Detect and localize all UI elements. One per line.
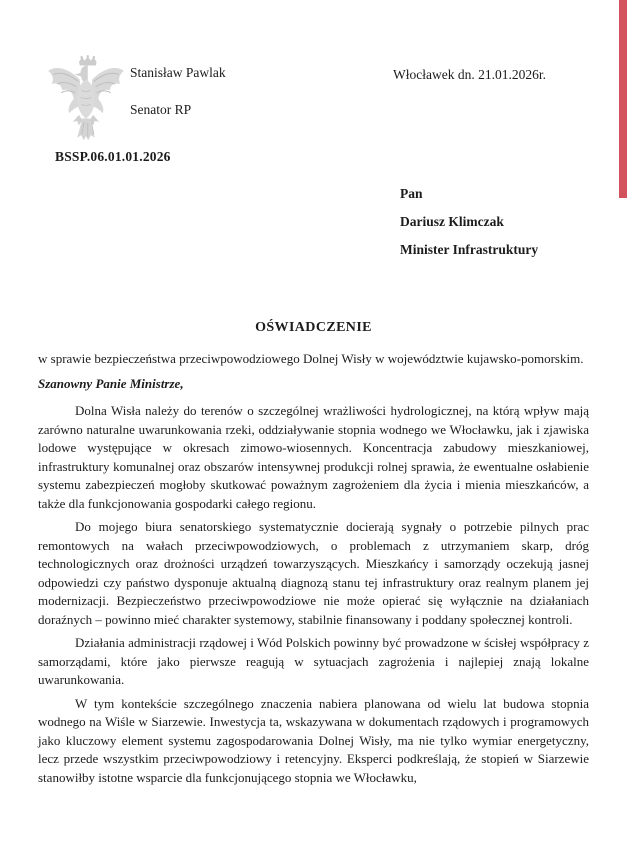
reference-number: BSSP.06.01.01.2026 (55, 149, 171, 164)
document-title: OŚWIADCZENIE (255, 320, 372, 335)
place-and-date: Włocławek dn. 21.01.2026r. (393, 67, 546, 82)
sender-title: Senator RP (130, 102, 192, 117)
paragraph-2: Do mojego biura senatorskiego systematycznie docierają sygnały o potrzebie pilnych prac remontowych na wałach przeciwpowodziowych, o problemach z utrzymaniem skarp, dróg technologicznych oraz drożności urządzeń towarzyszących. Mieszkańcy i samorządy oczekują jasnej odpowiedzi czy państwo dysponuje aktualną diagnozą stanu tej infrastruktury oraz realnym planem jej modernizacji. Bezpieczeństwo przeciwpowodziowe nie może opierać się wyłącznie na działaniach doraźnych – powinno mieć charakter systemowy, stabilnie finansowany i poddany społecznej kontroli. (38, 519, 589, 627)
polish-eagle-icon (44, 55, 128, 143)
paragraph-4: W tym kontekście szczególnego znaczenia nabiera planowana od wielu lat budowa stopnia wodnego na Wiśle w Siarzewie. Inwestycja ta, wskazywana w dokumentach rządowych i programowych jako kluczowy element systemu zagospodarowania Dolnej Wisły, ma nie tylko wymiar energetyczny, lecz przede wszystkim przeciwpowodziowy i retencyjny. Eksperci podkreślają, że stopień w Siarzewie stanowiłby istotne wsparcie dla funkcjonującego stopnia we Włocławku, (38, 695, 589, 785)
addressee-block (400, 180, 538, 264)
salutation: Szanowny Panie Ministrze, (38, 375, 184, 391)
letter-body (38, 318, 589, 792)
addressee-salutation-word: Pan (400, 186, 423, 201)
right-edge-accent-bar (619, 0, 627, 198)
document-subject: w sprawie bezpieczeństwa przeciwpowodziowego Dolnej Wisły w województwie kujawsko-pomorskim. (38, 351, 584, 366)
paragraph-1: Dolna Wisła należy do terenów o szczególnej wrażliwości hydrologicznej, na którą wpływ mają zarówno naturalne uwarunkowania rzeki, oddziaływanie stopnia wodnego we Włocławku, jak i zjawiska lodowe występujące w okresach zimowo-wiosennych. Koncentracja zabudowy mieszkaniowej, infrastruktury komunalnej oraz obszarów intensywnej produkcji rolnej sprawia, że ewentualne osłabienie systemu zabezpieczeń mogłoby skutkować poważnym zagrożeniem dla życia i mienia mieszkańców, a także dla funkcjonowania gospodarki całego regionu. (38, 403, 589, 511)
sender-name: Stanisław Pawlak (130, 65, 226, 80)
addressee-position: Minister Infrastruktury (400, 242, 539, 257)
addressee-name: Dariusz Klimczak (400, 214, 504, 229)
paragraph-3: Działania administracji rządowej i Wód Polskich powinny być prowadzone w ścisłej współpracy z samorządami, które jako pierwsze reagują w sytuacjach zagrożenia i najlepiej znają lokalne uwarunkowania. (38, 635, 589, 687)
